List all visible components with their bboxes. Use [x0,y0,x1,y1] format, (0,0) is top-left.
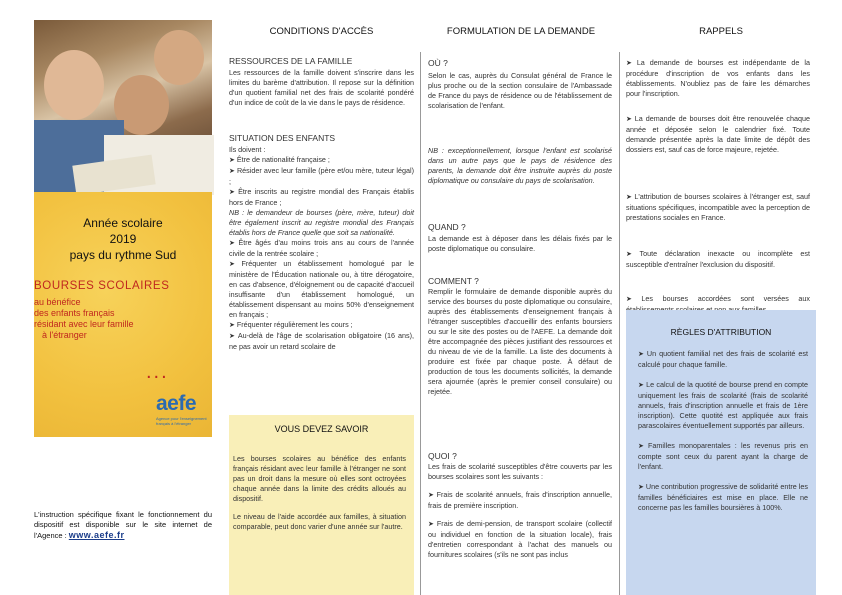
arrow-icon: ➤ [229,157,237,164]
situation-item: ➤ Fréquenter un établissement homologué par le ministère de l'Éducation nationale ou, à titre dérogatoire, en cas d'absence, d'éloignement ou de capacité d'accueil insuffisante d'un établissement homologué, un établissement dispensant au moins 50% d'enseignement en français ; [229,259,414,319]
arrow-icon: ➤ [638,443,649,450]
col2-when [428,222,612,254]
rule-item: ➤ Familles monoparentales : les revenus pris en compte sont ceux du parent ayant la charge de l'enfant. [638,441,808,471]
cover-photo [34,20,212,190]
benef-line-4: à l'étranger [42,330,87,340]
col2-header: FORMULATION DE LA DEMANDE [446,26,596,37]
situation-item: ➤ Au-delà de l'âge de scolarisation obligatoire (16 ans), ne pas avoir un retard scolaire de [229,331,414,351]
resources-text: Les ressources de la famille doivent s'inscrire dans les limites du barème d'attribution. Il repose sur la définition d'un quotient familial net des frais de scolarité pondéré d'un indice de coût de la vie dans le pays de résidence. [229,68,414,107]
what-title: QUOI ? [428,451,457,461]
arrow-icon: ➤ [229,168,237,175]
col2-how [428,276,612,397]
where-title: OÙ ? [428,58,448,68]
benef-line-2: des enfants français [34,308,115,318]
rules-box [626,310,816,595]
situation-item: ➤ Fréquenter régulièrement les cours ; [229,320,353,329]
decorative-dots: ... [146,361,169,383]
situation-item: ➤ Être âgés d'au moins trois ans au cours de l'année civile de la rentrée scolaire ; [229,238,414,258]
must-know-p1: Les bourses scolaires au bénéfice des enfants français résidant avec leur famille à l'étranger ne sont pas un droit dans la mesure où elles sont octroyées chaque année dans la limite des crédits alloués au dispositif. [233,454,406,503]
how-text: Remplir le formulaire de demande disponible auprès du service des bourses du poste diplomatique ou consulaire, auprès des établissements d'enseignement français à l'étranger susceptibles d'accueillir des enfants boursiers ou sur le site des postes ou de l'AEFE. La demande doit être accompagnée des pièces justifiant des ressources et du niveau de vie de la famille. La liste des documents à produire est fixée par chaque poste. À défaut de production de tous les documents sollicités, la demande sera ajournée (après le premier conseil consulaire) ou rejetée. [428,287,612,396]
must-know-box [229,415,414,595]
year-line-3: pays du rythme Sud [69,248,177,262]
situation-intro: Ils doivent : [229,145,266,154]
bourses-title: BOURSES SCOLAIRES [34,280,170,292]
arrow-icon: ➤ [229,189,239,196]
arrow-icon: ➤ [626,194,635,201]
arrow-icon: ➤ [626,60,637,67]
arrow-icon: ➤ [229,261,242,268]
when-title: QUAND ? [428,222,466,232]
col2-what [428,451,612,569]
instruction-text [34,510,212,541]
what-text: Les frais de scolarité susceptibles d'être couverts par les bourses scolaires sont les suivants : [428,462,612,481]
reminder-item: ➤ La demande de bourses doit être renouvelée chaque année et déposée selon le calendrier fixé. Toute demande présentée après la date limite de dépôt des dossiers est, sauf cas de force majeure, rejetée. [626,114,810,154]
col1-resources [229,56,414,108]
rule-item: ➤ Une contribution progressive de solidarité entre les familles bénéficiaires est mise en place. Elle ne concerne pas les familles boursières à 100%. [638,482,809,512]
reminder-item: ➤ L'attribution de bourses scolaires à l'étranger est, sauf situations spécifiques, incompatible avec la perception de prestations sociales en France. [626,192,811,222]
resources-title: RESSOURCES DE LA FAMILLE [229,56,353,66]
must-know-p2: Le niveau de l'aide accordée aux familles, à situation comparable, peut donc varier d'une année sur l'autre. [233,512,406,531]
col1-situation [229,133,414,351]
reminder-item: ➤ Les bourses accordées sont versées aux [626,294,810,303]
rule-item: ➤ Un quotient familial net des frais de scolarité est calculé pour chaque famille. [638,349,808,369]
column-divider [420,52,421,595]
arrow-icon: ➤ [626,296,642,303]
col2-where [428,58,612,111]
aefe-link[interactable]: www.aefe.fr [68,530,125,540]
what-item: ➤ Frais de scolarité annuels, frais d'inscription annuelle, frais de première inscription. [428,490,612,510]
arrow-icon: ➤ [229,240,239,247]
rule-item: ➤ Le calcul de la quotité de bourse prend en compte uniquement les frais de scolarité (frais de scolarité annuels, frais d'inscription annuelle et frais de 1ère inscription). Cette quotité est appliquée aux frais parascolaires éventuellement supportés par ailleurs. [638,380,808,430]
col3-header: RAPPELS [699,26,743,37]
year-line-2: 2019 [109,232,137,246]
reminder-item: ➤ Toute déclaration inexacte ou incomplète est susceptible d'entraîner l'exclusion du dispositif. [626,249,811,269]
what-item: ➤ Frais de demi-pension, de transport scolaire (collectif ou individuel en fonction de la situation locale), frais d'entretien correspondant à l'achat des manuels ou fournitures scolaires (s'ils ne sont pas inclus [428,519,612,559]
arrow-icon: ➤ [229,333,238,340]
situation-title: SITUATION DES ENFANTS [229,133,336,143]
arrow-icon: ➤ [638,484,646,491]
situation-item: ➤ Être de nationalité française ; [229,155,330,164]
situation-nb: NB : le demandeur de bourses (père, mère, tuteur) doit être également inscrit au registre mondial des Français établis hors de France quelle que soit sa nationalité. [229,208,414,237]
rules-title: RÈGLES D'ATTRIBUTION [670,327,772,337]
situation-item: ➤ Être inscrits au registre mondial des Français établis hors de France ; [229,187,414,207]
arrow-icon: ➤ [428,521,437,528]
column-divider [619,52,620,595]
how-title: COMMENT ? [428,276,479,286]
arrow-icon: ➤ [626,116,635,123]
col1-header: CONDITIONS D'ACCÈS [269,26,374,37]
situation-item: ➤ Résider avec leur famille (père et/ou mère, tuteur légal) ; [229,166,414,186]
instruction-body: L'instruction spécifique fixant le fonctionnement du dispositif est disponible sur le site internet de l'Agence : [34,510,212,540]
arrow-icon: ➤ [638,351,647,358]
when-text: La demande est à déposer dans les délais fixés par le poste diplomatique ou consulaire. [428,234,612,253]
arrow-icon: ➤ [428,492,437,499]
arrow-icon: ➤ [638,382,647,389]
cover-year-title [34,215,212,263]
reminder-item: ➤ La demande de bourses est indépendante de la procédure d'inscription de vos enfants dans les établissements. N'oubliez pas de faire les démarches pour l'inscription. [626,58,810,98]
aefe-logo: aefe [156,392,197,415]
benef-line-3: résidant avec leur famille [34,319,134,329]
must-know-title: VOUS DEVEZ SAVOIR [274,424,369,434]
where-nb: NB : exceptionnellement, lorsque l'enfant est scolarisé dans un autre pays que le pays de résidence des parents, la demande doit être instruite auprès du poste diplomatique ou consulaire du pays de scolarisation. [428,146,612,185]
where-text: Selon le cas, auprès du Consulat général de France le plus proche ou de la section consulaire de l'Ambassade de France du pays de résidence ou de l'établissement de scolarisation de l'enfant. [428,71,612,110]
aefe-logo-subtitle: Agence pour l'enseignement français à l'étranger [156,416,207,426]
beneficiary-text [34,297,204,341]
year-line-1: Année scolaire [83,216,163,230]
arrow-icon: ➤ [229,322,237,329]
arrow-icon: ➤ [626,251,640,258]
benef-line-1: au bénéfice [34,297,81,307]
